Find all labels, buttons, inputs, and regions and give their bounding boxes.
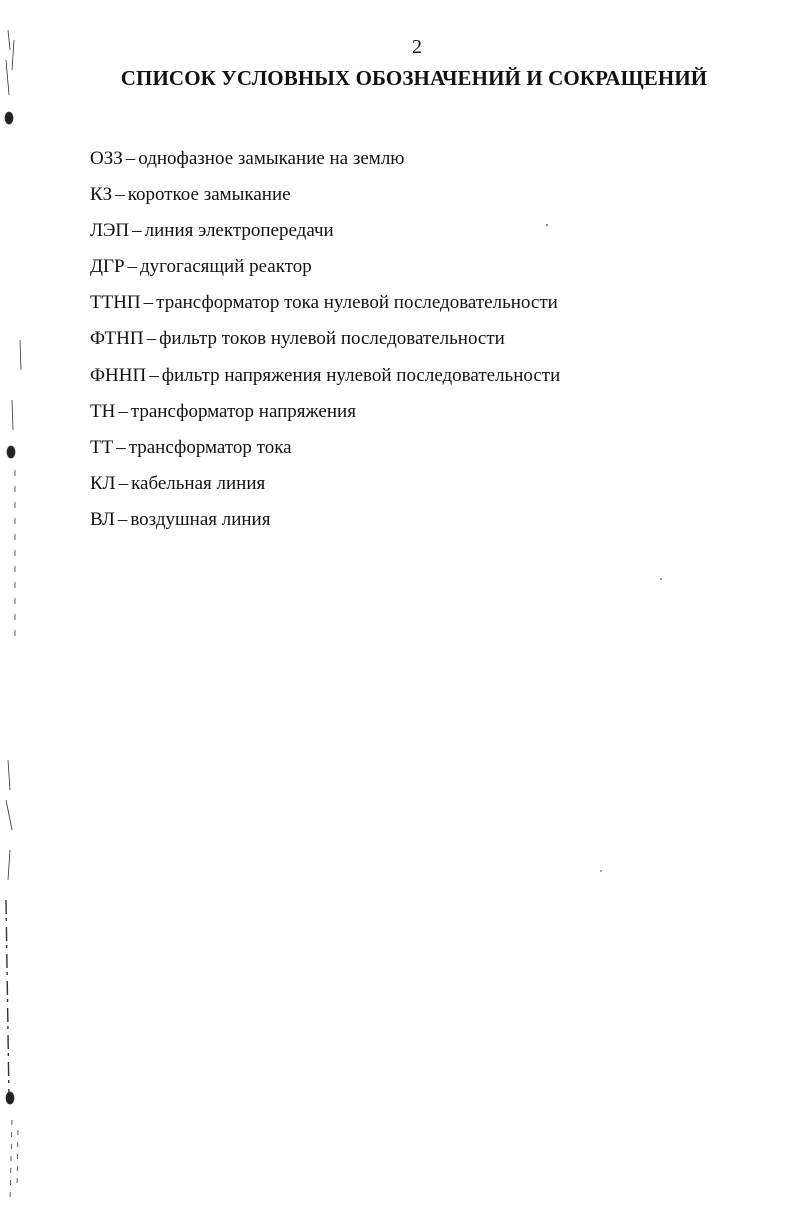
definition: воздушная линия: [130, 508, 271, 530]
abbreviation: ТТ: [90, 436, 114, 458]
list-item: [90, 430, 560, 466]
dash-separator: –: [149, 364, 159, 386]
abbreviation: ФТНП: [90, 328, 144, 350]
definition: фильтр напряжения нулевой последовательности: [161, 364, 561, 386]
definition: линия электропередачи: [144, 220, 334, 242]
page-title: СПИСОК УСЛОВНЫХ ОБОЗНАЧЕНИЙ И СОКРАЩЕНИЙ: [120, 66, 708, 90]
abbreviation: ЛЭП: [90, 220, 130, 242]
dash-separator: –: [146, 328, 157, 350]
abbreviation: ФННП: [90, 364, 147, 386]
abbreviation-list: [90, 141, 560, 538]
list-item: [90, 394, 560, 430]
list-item: [90, 321, 560, 357]
abbreviation: ДГР: [90, 256, 125, 278]
abbreviation: ВЛ: [90, 508, 115, 530]
dash-separator: –: [115, 184, 125, 206]
dash-separator: –: [132, 220, 142, 242]
abbreviation: ОЗЗ: [90, 148, 123, 169]
list-item: [90, 141, 560, 177]
dash-separator: –: [117, 508, 128, 530]
page-number: 2: [412, 36, 422, 58]
abbreviation: ТТНП: [90, 292, 141, 314]
list-item: [90, 285, 560, 321]
definition: короткое замыкание: [127, 184, 291, 206]
dash-separator: –: [118, 472, 129, 494]
dash-separator: –: [143, 292, 154, 314]
definition: однофазное замыкание на землю: [138, 148, 405, 169]
dash-separator: –: [118, 400, 128, 422]
definition: трансформатор тока нулевой последовательности: [156, 292, 558, 314]
dash-separator: –: [125, 148, 136, 169]
list-item: [90, 177, 560, 213]
definition: трансформатор напряжения: [130, 400, 356, 422]
abbreviation: КЗ: [90, 184, 113, 206]
dash-separator: –: [116, 436, 126, 458]
definition: фильтр токов нулевой последовательности: [159, 328, 505, 350]
list-item: [90, 466, 560, 502]
list-item: [90, 358, 560, 394]
scan-edge-artifacts: [0, 0, 30, 1224]
definition: дугогасящий реактор: [140, 256, 312, 278]
definition: трансформатор тока: [128, 436, 292, 458]
list-item: [90, 249, 560, 285]
dash-separator: –: [127, 256, 138, 278]
scan-speck: [600, 870, 602, 872]
list-item: [90, 213, 560, 249]
definition: кабельная линия: [131, 472, 266, 494]
scan-speck: [660, 578, 662, 580]
abbreviation: КЛ: [90, 472, 116, 494]
abbreviation: ТН: [90, 400, 116, 422]
list-item: [90, 502, 560, 538]
